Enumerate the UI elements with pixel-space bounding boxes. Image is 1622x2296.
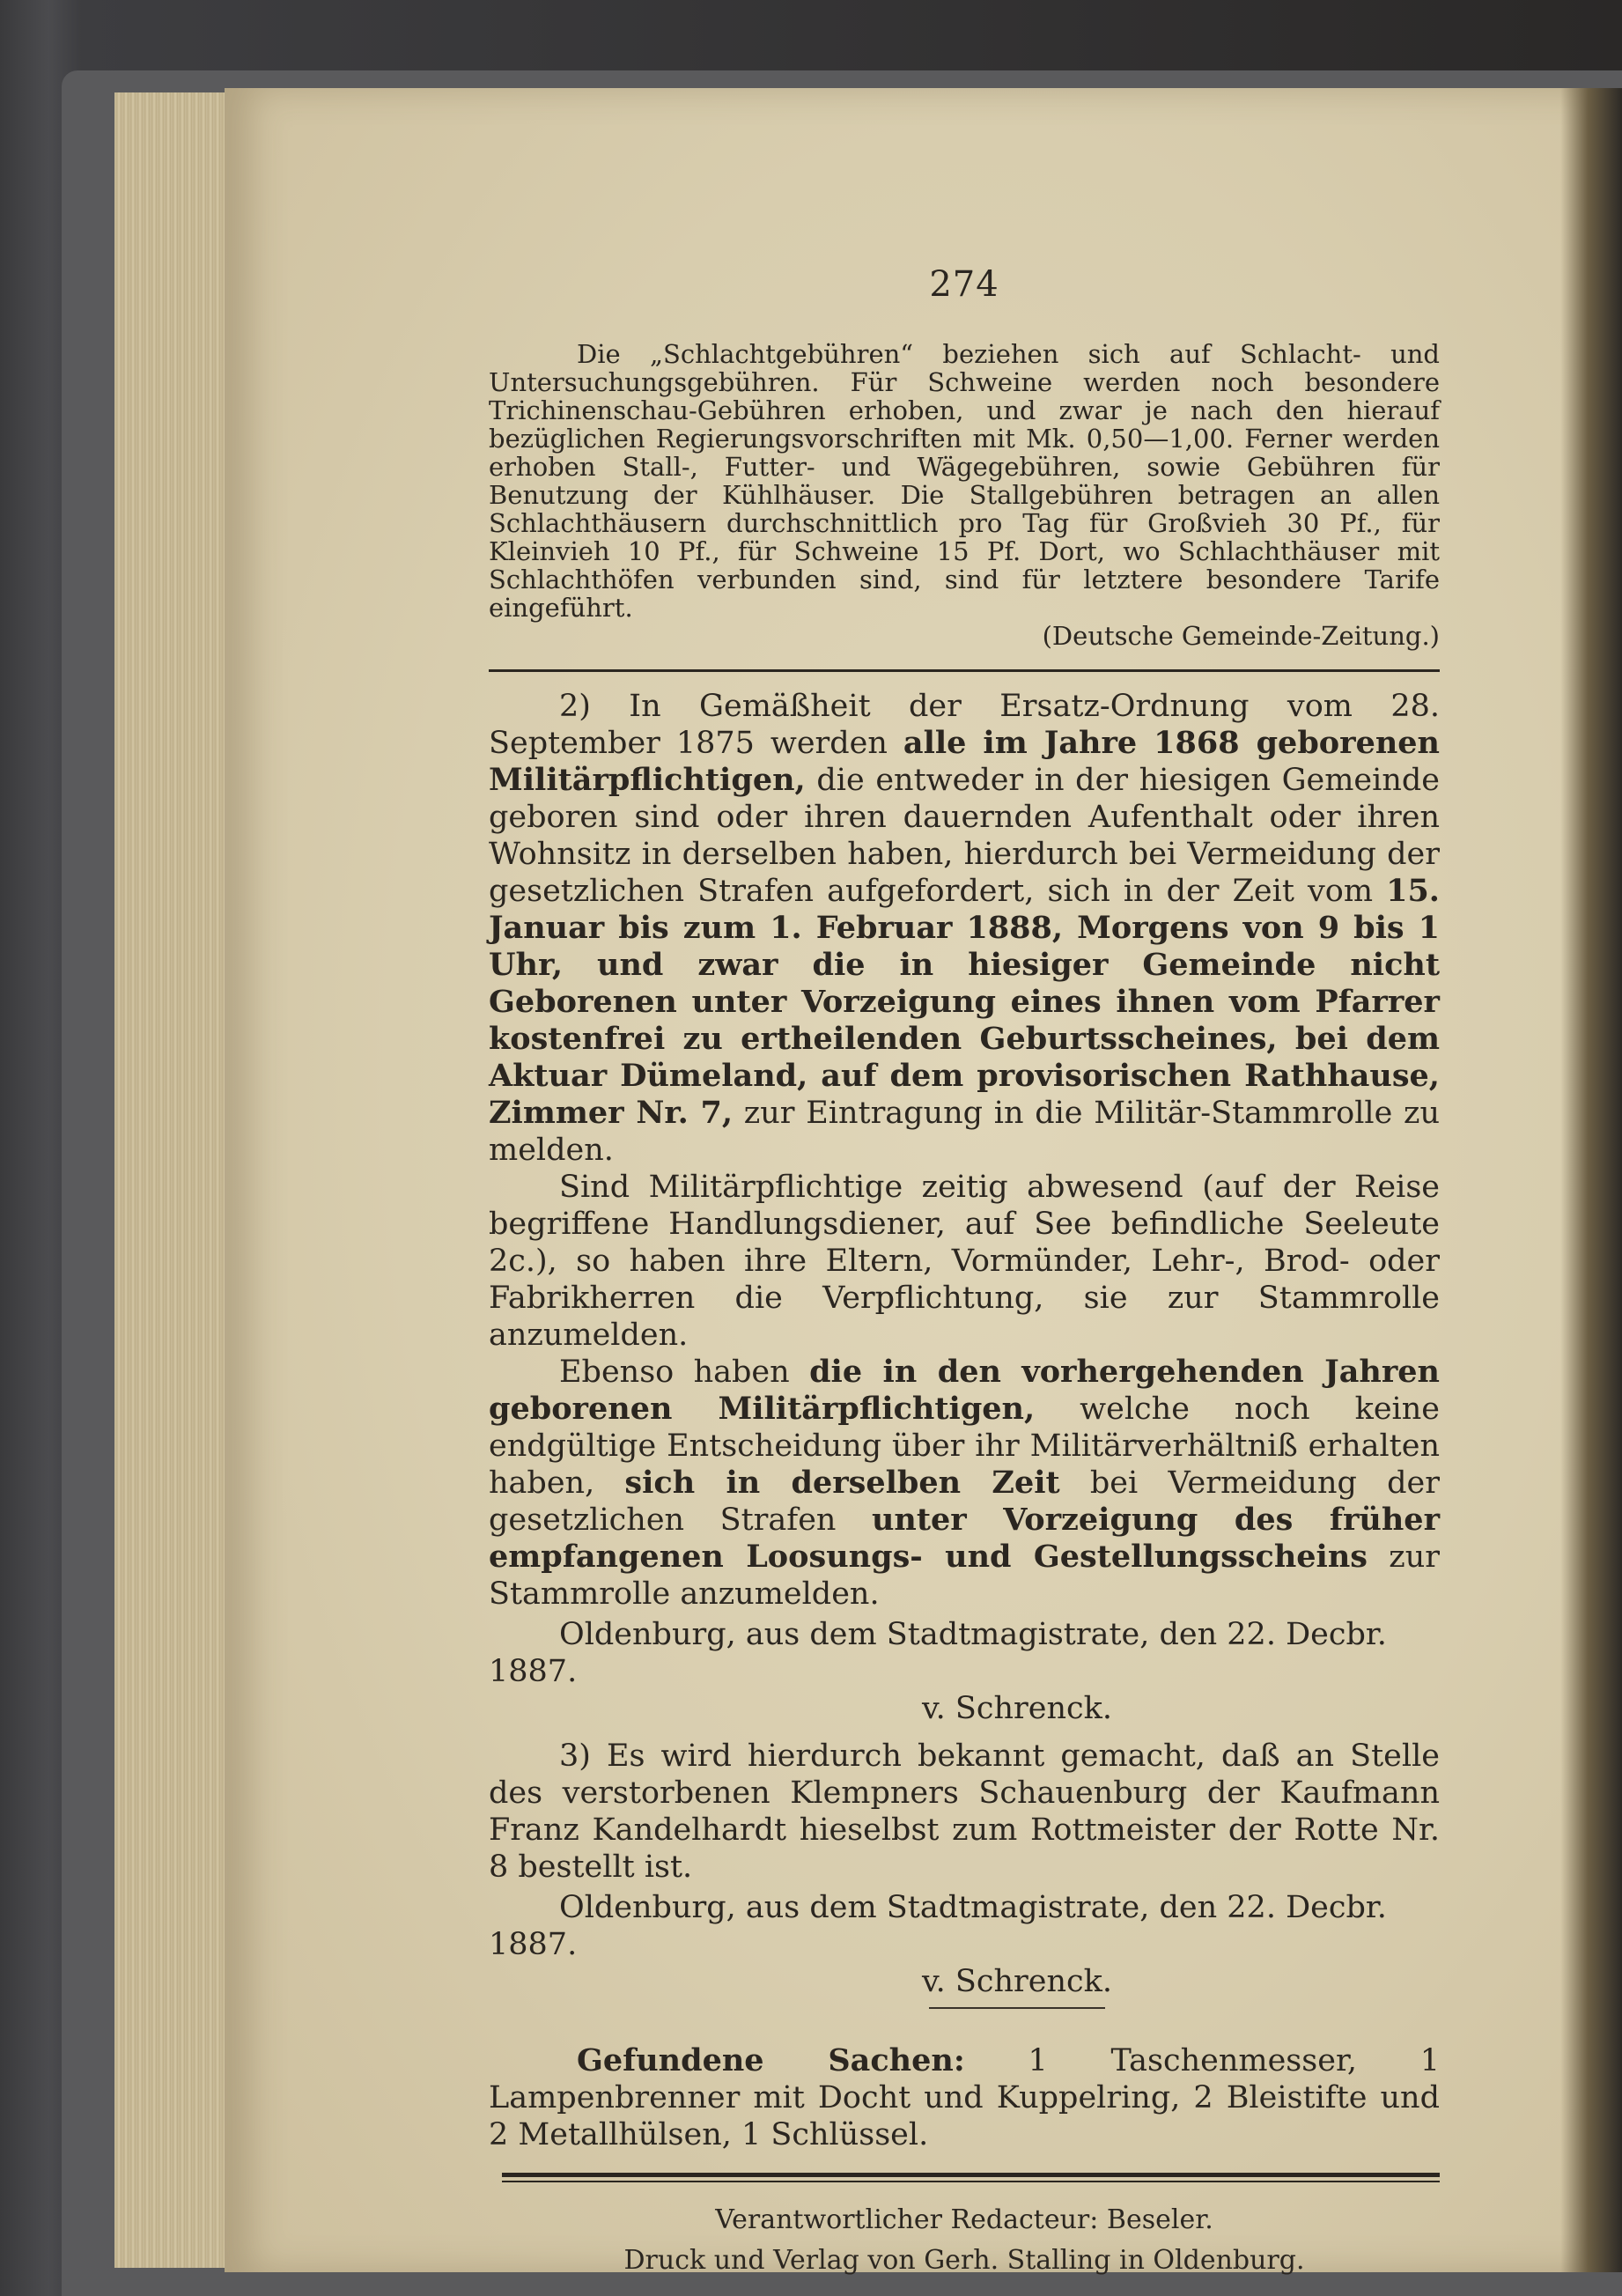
page-number: 274 [929, 264, 999, 305]
notice-3-place-date: Oldenburg, aus dem Stadtmagistrate, den 22. Decbr. 1887. [489, 1890, 1387, 1962]
section-divider [489, 669, 1440, 672]
gutter-shadow [1560, 88, 1622, 2272]
article-slaughter-fees: Die „Schlachtgebühren“ beziehen sich auf Schlacht- und Untersuchungsgebühren. Für Schweine werden noch besondere Trichinenschau-Gebühren erhoben, und zwar je nach den hierauf bezüglichen Regierungsvorschriften mit Mk. 0,50—1,00. Ferner werden erhoben Stall-, Futter- und Wägegebühren, sowie Gebühren für Benutzung der Kühlhäuser. Die Stallgebühren betragen an allen Schlachthäusern durchschnittlich pro Tag für Großvieh 30 Pf., für Kleinvieh 10 Pf., für Schweine 15 Pf. Dort, wo Schlachthäuser mit Schlachthöfen verbunden sind, sind für letztere besondere Tarife eingeführt. [489, 339, 1440, 623]
notice-2-paragraph-2: Sind Militärpflichtige zeitig abwesend (auf der Reise begriffene Handlungsdiener, auf See befindliche Seeleute 2c.), so haben ihre Eltern, Vormünder, Lehr-, Brod- oder Fabrikherren die Verpflichtung, sie zur Stammrolle anzumelden. [489, 1170, 1440, 1353]
footer-divider-thick [502, 2173, 1440, 2177]
notice-2-signer: v. Schrenck. [922, 1691, 1112, 1726]
notice-2-bold-a: alle im Jahre 1868 geborenen Militärpflichtigen, [489, 725, 1441, 798]
found-items-notice [489, 2042, 1440, 2153]
footer-divider-thin [502, 2181, 1440, 2182]
notice-2-paragraph-1 [489, 688, 1440, 1169]
notice-2-p3-text-c: bei Vermeidung der gesetzlichen Strafen [489, 1465, 1440, 1538]
notice-2-paragraph-3 [489, 1354, 1440, 1613]
article-source: (Deutsche Gemeinde-Zeitung.) [1042, 621, 1440, 651]
notice-3-paragraph: 3) Es wird hierdurch bekannt gemacht, daß an Stelle des verstorbenen Klempners Schauenburg der Kaufmann Franz Kandelhardt hieselbst zum Rottmeister der Rotte Nr. 8 bestellt ist. [489, 1739, 1440, 1885]
notice-2-bold-b: 15. Januar bis zum 1. Februar 1888, Morgens von 9 bis 1 Uhr, und zwar die in hiesiger Gemeinde nicht Geborenen unter Vorzeigung eines ihnen vom Pfarrer kostenfrei zu ertheilenden Geburtsscheines, bei dem Aktuar Dümeland, auf dem provisorischen Rathhause, Zimmer Nr. 7, [489, 873, 1440, 1131]
found-items-text: 1 Taschenmesser, 1 Lampenbrenner mit Docht und Kuppelring, 2 Bleistifte und 2 Metallhülsen, 1 Schlüssel. [489, 2043, 1440, 2152]
notice-2-p3-bold-a: die in den vorhergehenden Jahren geborenen Militärpflichtigen, [489, 1354, 1441, 1427]
notice-2-text-b: die entweder in der hiesigen Gemeinde geboren sind oder ihren dauernden Aufenthalt oder ihren Wohnsitz in derselben haben, hierdurch bei Vermeidung der gesetzlichen Strafen aufgefordert, sich in der Zeit vom [489, 763, 1440, 909]
found-items-heading: Gefundene Sachen: [577, 2042, 965, 2078]
notice-2-p3-bold-b: sich in derselben Zeit [624, 1465, 1060, 1501]
notice-2-p3-text-b: welche noch keine endgültige Entscheidung über ihr Militärverhältniß erhalten haben, [489, 1392, 1440, 1501]
notice-2-p3-bold-c: unter Vorzeigung des früher empfangenen Loosungs- und Gestellungsscheins [489, 1502, 1441, 1575]
footer-divider [502, 2173, 1440, 2182]
signer-underline [929, 2007, 1105, 2009]
notice-2-p3-text-a: Ebenso haben [559, 1355, 810, 1390]
notice-3-signer: v. Schrenck. [922, 1964, 1112, 1999]
imprint-editor: Verantwortlicher Redacteur: Beseler. [715, 2204, 1213, 2235]
notice-2-text-a: 2) In Gemäßheit der Ersatz-Ordnung vom 28. September 1875 werden [489, 689, 1440, 761]
notice-2-place-date: Oldenburg, aus dem Stadtmagistrate, den 22. Decbr. 1887. [489, 1617, 1387, 1689]
notice-2-text-c: zur Eintragung in die Militär-Stammrolle zu melden. [489, 1096, 1440, 1168]
imprint-printer: Druck und Verlag von Gerh. Stalling in Oldenburg. [623, 2245, 1305, 2276]
page-edges [114, 92, 229, 2268]
page-content [489, 264, 1440, 2281]
notice-2-p3-text-d: zur Stammrolle anzumelden. [489, 1539, 1440, 1612]
